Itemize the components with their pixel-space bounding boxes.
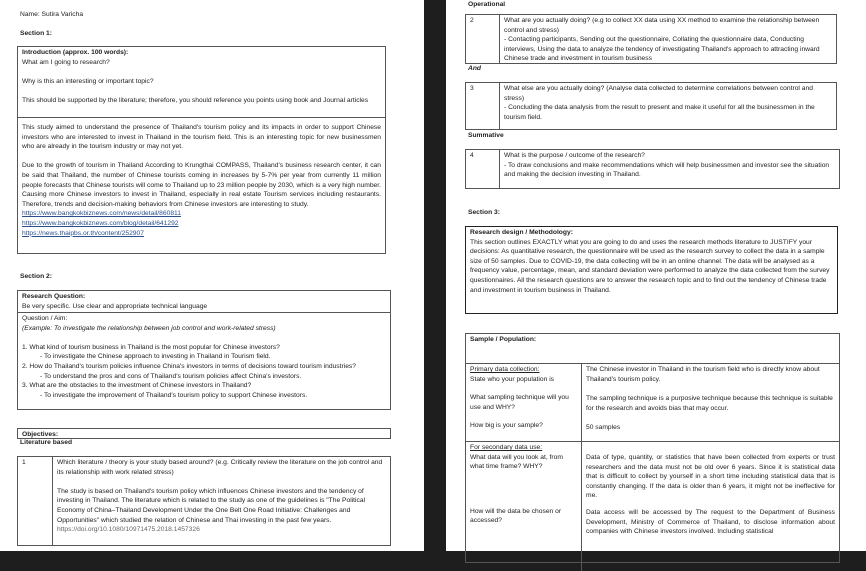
research-question: 3. What are the obstacles to the investment of Chinese investors in Thailand? xyxy=(22,382,252,390)
right-page xyxy=(446,0,866,551)
objective-number: 1 xyxy=(18,457,53,545)
sample-prompt: What sampling technique will you use and WHY? xyxy=(470,394,569,411)
reference-link[interactable]: https://news.thaipbs.or.th/content/252907 xyxy=(22,229,144,237)
sample-prompt: State who your population is xyxy=(470,375,555,383)
objective-prompt: What else are you actually doing? (Analyse data collected to determine correlations between control and stress) xyxy=(504,85,813,102)
student-name: Name: Sutira Varicha xyxy=(20,11,84,18)
intro-paragraph-1: This study aimed to understand the presence of Thailand's tourism policy and its impacts in order to support Chinese investors who are interested to invest in Thailand in the tourism field. This is an interesting topic for new businessmen who are already in the tourism industry or may not yet. xyxy=(22,124,381,151)
section-1-heading: Section 1: xyxy=(20,30,52,37)
objectives-heading: Objectives: xyxy=(17,428,391,439)
objective-answer: The study is based on Thailand's tourism policy which influences Chinese investors and the tendency of investing in Thailand. The literature which is related to the study as one of the guidelines is "The Political Economy of China–Thailand Development Under the One Belt One Road Initiative: Challenges and Opportunities" which studied the relation of Chinese and Thai investing in the past few years. xyxy=(57,487,366,524)
rq-title: Research Question: xyxy=(22,293,86,300)
operational-heading: Operational xyxy=(468,1,506,8)
rq-example: (Example: To investigate the relationship between job control and work-related stress) xyxy=(22,324,276,332)
methodology-box xyxy=(465,226,838,314)
sample-population-table xyxy=(465,333,840,563)
sample-answer: The Chinese investor in Thailand in the tourism field who is directly know about Thailand's tourism policy. xyxy=(586,366,820,383)
section-3-heading: Section 3: xyxy=(468,209,500,216)
intro-prompt-1: What am I going to research? xyxy=(22,58,110,66)
research-aim: - To investigate the Chinese approach to investing in Thailand in Tourism field. xyxy=(40,353,271,361)
section-2-heading: Section 2: xyxy=(20,273,52,280)
sample-answer: The sampling technique is a purposive technique because this technique is suitable for the research and avoids bias that may occur. xyxy=(586,395,833,412)
sample-prompt: How big is your sample? xyxy=(470,422,543,430)
objective-1-row xyxy=(17,456,391,546)
objective-prompt: What are you actually doing? (e.g to collect XX data using XX method to examine the relationship between control and stress) xyxy=(504,17,820,34)
intro-paragraph-2: Due to the growth of tourism in Thailand According to Krungthai COMPASS, Thailand's business research center, it can be said that Thailand, the number of Chinese tourists coming in increases by 5-7% per year from currently 11 million people forecasts that Chinese tourists will come to Thailand up to 23 million people by 2030, which is a very high number. Causing more Chinese investors to invest in Thailand, especially in real estate Tourism services including restaurants. Therefore, trends and decision-making behaviors from Chinese investors are interesting to study. xyxy=(22,162,381,208)
objective-answer: - To draw conclusions and make recommendations which will help businessmen and investor see the situation and making the decision investing in Thailand. xyxy=(504,161,830,179)
primary-data-label: Primary data collection: xyxy=(470,366,540,373)
objective-number: 3 xyxy=(466,83,500,129)
research-question-box xyxy=(17,290,391,410)
methodology-text: This section outlines EXACTLY what you are going to do and uses the research methods literature to JUSTIFY your decisions: As quantitative research, the questionnaire will be used as the research survey to collect the data in a sample size of 50 samples. Due to COVID-19, the data collecting will be in an online channel. The data will be analysed as a frequency value, percentage, mean, and standard deviation were performed to analyze the data collected from the survey questionnaires. All the research questions are to answer the research topic and to find out the tendency of Chinese trade and investment in tourism business in Thailand. xyxy=(470,238,830,294)
objective-number: 4 xyxy=(466,150,500,188)
objective-2-row xyxy=(465,14,837,64)
sample-answer: Data of type, quantity, or statistics that have been collected from experts or trust researchers and the data must not be old over 6 years. Since it is statistical data that is difficult to collect by yourself in a short time including statistical data that is constantly changing. If the data is older than 6 years, it might not be ineffective for me. xyxy=(586,454,835,500)
secondary-data-label: For secondary data use: xyxy=(470,444,543,451)
sample-prompt: How will the data be chosen or accessed? xyxy=(470,507,562,525)
objective-4-row xyxy=(465,149,840,189)
doi-reference: https://doi.org/10.1080/10971475.2018.1457326 xyxy=(57,526,200,534)
objective-answer: - Contacting participants, Sending out the questionnaire, Collating the questionnaire data, Conducting interviews, Using the data to analyze the tendency of investigating Thailand's approach to attracting inward Chinese trade and investment in tourism business xyxy=(504,36,820,63)
reference-link[interactable]: https://www.bangkokbiznews.com/blog/detail/641292 xyxy=(22,219,179,227)
rq-aim-label: Question / Aim: xyxy=(22,315,68,322)
reference-link[interactable]: https://www.bangkokbiznews.com/news/detail/860811 xyxy=(22,210,181,218)
intro-prompt-2: Why is this an interesting or important topic? xyxy=(22,77,154,85)
sample-answer: Data access will be accessed by The request to the Department of Business Development, Ministry of Commerce of Thailand, to disclose information about companies with Chinese investors involved. Including statistical xyxy=(586,509,835,536)
research-question: 1. What kind of tourism business in Thailand is the most popular for Chinese investors? xyxy=(22,343,280,351)
sample-prompt: What data will you look at, from what time frame? WHY? xyxy=(470,453,563,471)
objective-number: 2 xyxy=(466,15,500,63)
literature-based-heading: Literature based xyxy=(20,439,73,446)
objective-3-row xyxy=(465,82,837,130)
research-aim: - To investigate the improvement of Thailand's tourism policy to support Chinese investors. xyxy=(40,391,308,399)
objective-prompt: What is the purpose / outcome of the research? xyxy=(504,152,645,159)
objective-prompt: Which literature / theory is your study based around? (e.g. Critically review the literature on the job control and its relationship with work related stress) xyxy=(57,459,383,476)
research-question: 2. How do Thailand's tourism policies influence China's investors in terms of decisions toward tourism industries? xyxy=(22,362,356,370)
sample-answer: 50 samples xyxy=(586,424,621,431)
sample-title: Sample / Population: xyxy=(470,336,537,343)
rq-subtitle: Be very specific. Use clear and appropriate technical language xyxy=(22,302,208,310)
summative-heading: Summative xyxy=(468,132,504,139)
intro-title: Introduction (approx. 100 words): xyxy=(22,49,129,56)
intro-prompt-3: This should be supported by the literature; therefore, you should reference you points using book and Journal articles xyxy=(22,96,369,104)
objective-answer: - Concluding the data analysis from the result to present and make it useful for all the businessmen in the tourism field. xyxy=(504,104,815,121)
and-label: And xyxy=(468,65,481,72)
methodology-title: Research design / Methodology: xyxy=(470,229,573,236)
introduction-box xyxy=(17,46,386,254)
left-page xyxy=(0,0,424,551)
research-aim: - To understand the pros and cons of Thailand's tourism policies affect China's investors. xyxy=(40,372,302,380)
